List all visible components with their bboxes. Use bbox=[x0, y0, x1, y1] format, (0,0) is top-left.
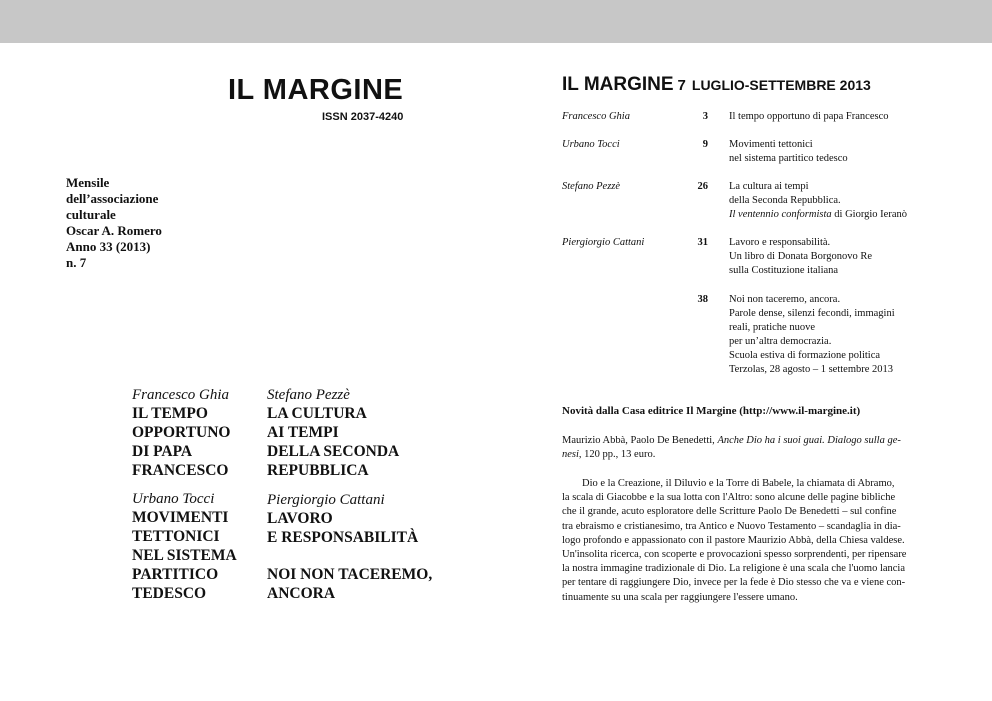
article-title-line: REPUBBLICA bbox=[267, 462, 369, 479]
description-line: Dio e la Creazione, il Diluvio e la Torre di Babele, la chiamata di Abramo, bbox=[582, 478, 895, 489]
toc-book-title: Il ventennio conformista bbox=[729, 209, 832, 220]
toc-title-line: Parole dense, silenzi fecondi, immagini bbox=[729, 308, 895, 319]
info-line: Mensile bbox=[66, 175, 110, 190]
cover-article-pezze bbox=[267, 386, 399, 480]
article-title-line: ANCORA bbox=[267, 585, 336, 602]
info-line: Anno 33 (2013) bbox=[66, 239, 151, 254]
description-line: per tentare di raggiungere Dio, invece per la fede è Dio stesso che va e viene con- bbox=[562, 577, 906, 589]
description-line: Un'insolita ricerca, con scoperte e provocazioni spesso sorprendenti, per ripensare bbox=[562, 549, 907, 561]
article-author: Piergiorgio Cattani bbox=[267, 492, 385, 508]
magazine-info bbox=[66, 175, 162, 271]
article-title-line: TEDESCO bbox=[132, 585, 207, 602]
magazine-title: IL MARGINE bbox=[228, 74, 404, 106]
article-title-line: IL TEMPO bbox=[132, 405, 208, 422]
toc-title bbox=[729, 293, 939, 377]
cover-article-scuola bbox=[267, 565, 432, 603]
cover-article-ghia bbox=[132, 386, 230, 480]
toc-page: 3 bbox=[702, 111, 708, 122]
article-title-line: NOI NON TACEREMO, bbox=[267, 566, 433, 583]
toc-author: Piergiorgio Cattani bbox=[562, 237, 645, 248]
article-title-line: OPPORTUNO bbox=[132, 424, 231, 441]
article-title-line: DELLA SECONDA bbox=[267, 443, 400, 460]
info-line: n. 7 bbox=[66, 255, 87, 270]
toc-title bbox=[729, 138, 939, 166]
toc-page: 26 bbox=[697, 181, 708, 192]
description-line: tinuamente su una scala per raggiungere l'essere umano. bbox=[562, 591, 798, 603]
toc-page: 38 bbox=[697, 294, 708, 305]
book-title-cont: nesi bbox=[562, 449, 579, 460]
book-title: Anche Dio ha i suoi guai. Dialogo sulla ge- bbox=[717, 435, 901, 446]
toc-title-line: Lavoro e responsabilità. bbox=[729, 237, 831, 248]
toc-title-line: Un libro di Donata Borgonovo Re bbox=[729, 251, 873, 262]
toc-book-author: di Giorgio Ieranò bbox=[831, 209, 907, 220]
toc-title-line: Terzolas, 28 agosto – 1 settembre 2013 bbox=[729, 364, 894, 375]
toc-page: 31 bbox=[697, 237, 708, 248]
book-reference bbox=[562, 434, 924, 462]
article-title-line: E RESPONSABILITÀ bbox=[267, 529, 419, 546]
info-line: dell’associazione bbox=[66, 191, 159, 206]
top-gray-bar bbox=[0, 0, 992, 43]
description-line: la scala di Giacobbe e la sua lotta con l'Altro: sono alcune delle pagine bibliche bbox=[562, 492, 896, 504]
toc-title bbox=[729, 110, 939, 124]
toc-title-line: Movimenti tettonici bbox=[729, 139, 813, 150]
toc-title-line: sulla Costituzione italiana bbox=[729, 265, 839, 276]
contents-header bbox=[562, 74, 871, 96]
article-title-line: MOVIMENTI bbox=[132, 509, 229, 526]
article-title-line: TETTONICI bbox=[132, 528, 220, 545]
contents-header-title: IL MARGINE bbox=[562, 74, 674, 95]
toc-page: 9 bbox=[702, 139, 708, 150]
toc-title-line: Scuola estiva di formazione politica bbox=[729, 350, 881, 361]
cover-article-cattani bbox=[267, 491, 418, 547]
toc-title-line: reali, pratiche nuove bbox=[729, 322, 815, 333]
article-title-line: DI PAPA bbox=[132, 443, 193, 460]
article-author: Francesco Ghia bbox=[132, 387, 230, 403]
article-title-line: LAVORO bbox=[267, 510, 333, 527]
article-title-line: FRANCESCO bbox=[132, 462, 229, 479]
toc-title-line: Il tempo opportuno di papa Francesco bbox=[729, 111, 889, 122]
toc-author: Stefano Pezzè bbox=[562, 181, 621, 192]
book-description bbox=[562, 477, 924, 605]
toc-title-line bbox=[729, 208, 939, 222]
issn-number: ISSN 2037-4240 bbox=[322, 111, 404, 123]
toc-author: Francesco Ghia bbox=[562, 111, 630, 122]
article-author: Urbano Tocci bbox=[132, 491, 215, 507]
issue-number: 7 bbox=[677, 77, 686, 94]
article-title-line: LA CULTURA bbox=[267, 405, 367, 422]
info-line: culturale bbox=[66, 207, 116, 222]
article-title-line: PARTITICO bbox=[132, 566, 219, 583]
article-title-line: NEL SISTEMA bbox=[132, 547, 237, 564]
issue-date: LUGLIO-SETTEMBRE 2013 bbox=[691, 77, 871, 93]
book-authors: Maurizio Abbà, Paolo De Benedetti, bbox=[562, 435, 718, 446]
news-heading: Novità dalla Casa editrice Il Margine (http://www.il-margine.it) bbox=[562, 405, 861, 417]
description-line: tra ebraismo e cristianesimo, tra Antico e Nuovo Testamento – scandaglia in dia- bbox=[562, 520, 901, 532]
article-author: Stefano Pezzè bbox=[267, 387, 350, 403]
toc-title bbox=[729, 236, 939, 278]
description-line: logo profondo e appassionato con il pastore Maurizio Abbà, della Chiesa valdese. bbox=[562, 534, 905, 546]
toc-title-line: Noi non taceremo, ancora. bbox=[729, 294, 841, 305]
toc-title-line: La cultura ai tempi bbox=[729, 181, 809, 192]
toc-title-line: per un’altra democrazia. bbox=[729, 336, 832, 347]
info-line: Oscar A. Romero bbox=[66, 223, 162, 238]
cover-article-tocci bbox=[132, 490, 237, 603]
toc-title bbox=[729, 180, 939, 222]
toc-title-line: nel sistema partitico tedesco bbox=[729, 153, 848, 164]
article-title-line: AI TEMPI bbox=[267, 424, 339, 441]
toc-author: Urbano Tocci bbox=[562, 139, 620, 150]
book-details: , 120 pp., 13 euro. bbox=[578, 449, 656, 460]
description-line: che il grande, acuto esploratore delle Scritture Paolo De Benedetti – sul confine bbox=[562, 506, 897, 518]
description-line: la nostra immagine tradizionale di Dio. La religione è una scala che l'uomo lancia bbox=[562, 563, 906, 575]
toc-title-line: della Seconda Repubblica. bbox=[729, 195, 841, 206]
